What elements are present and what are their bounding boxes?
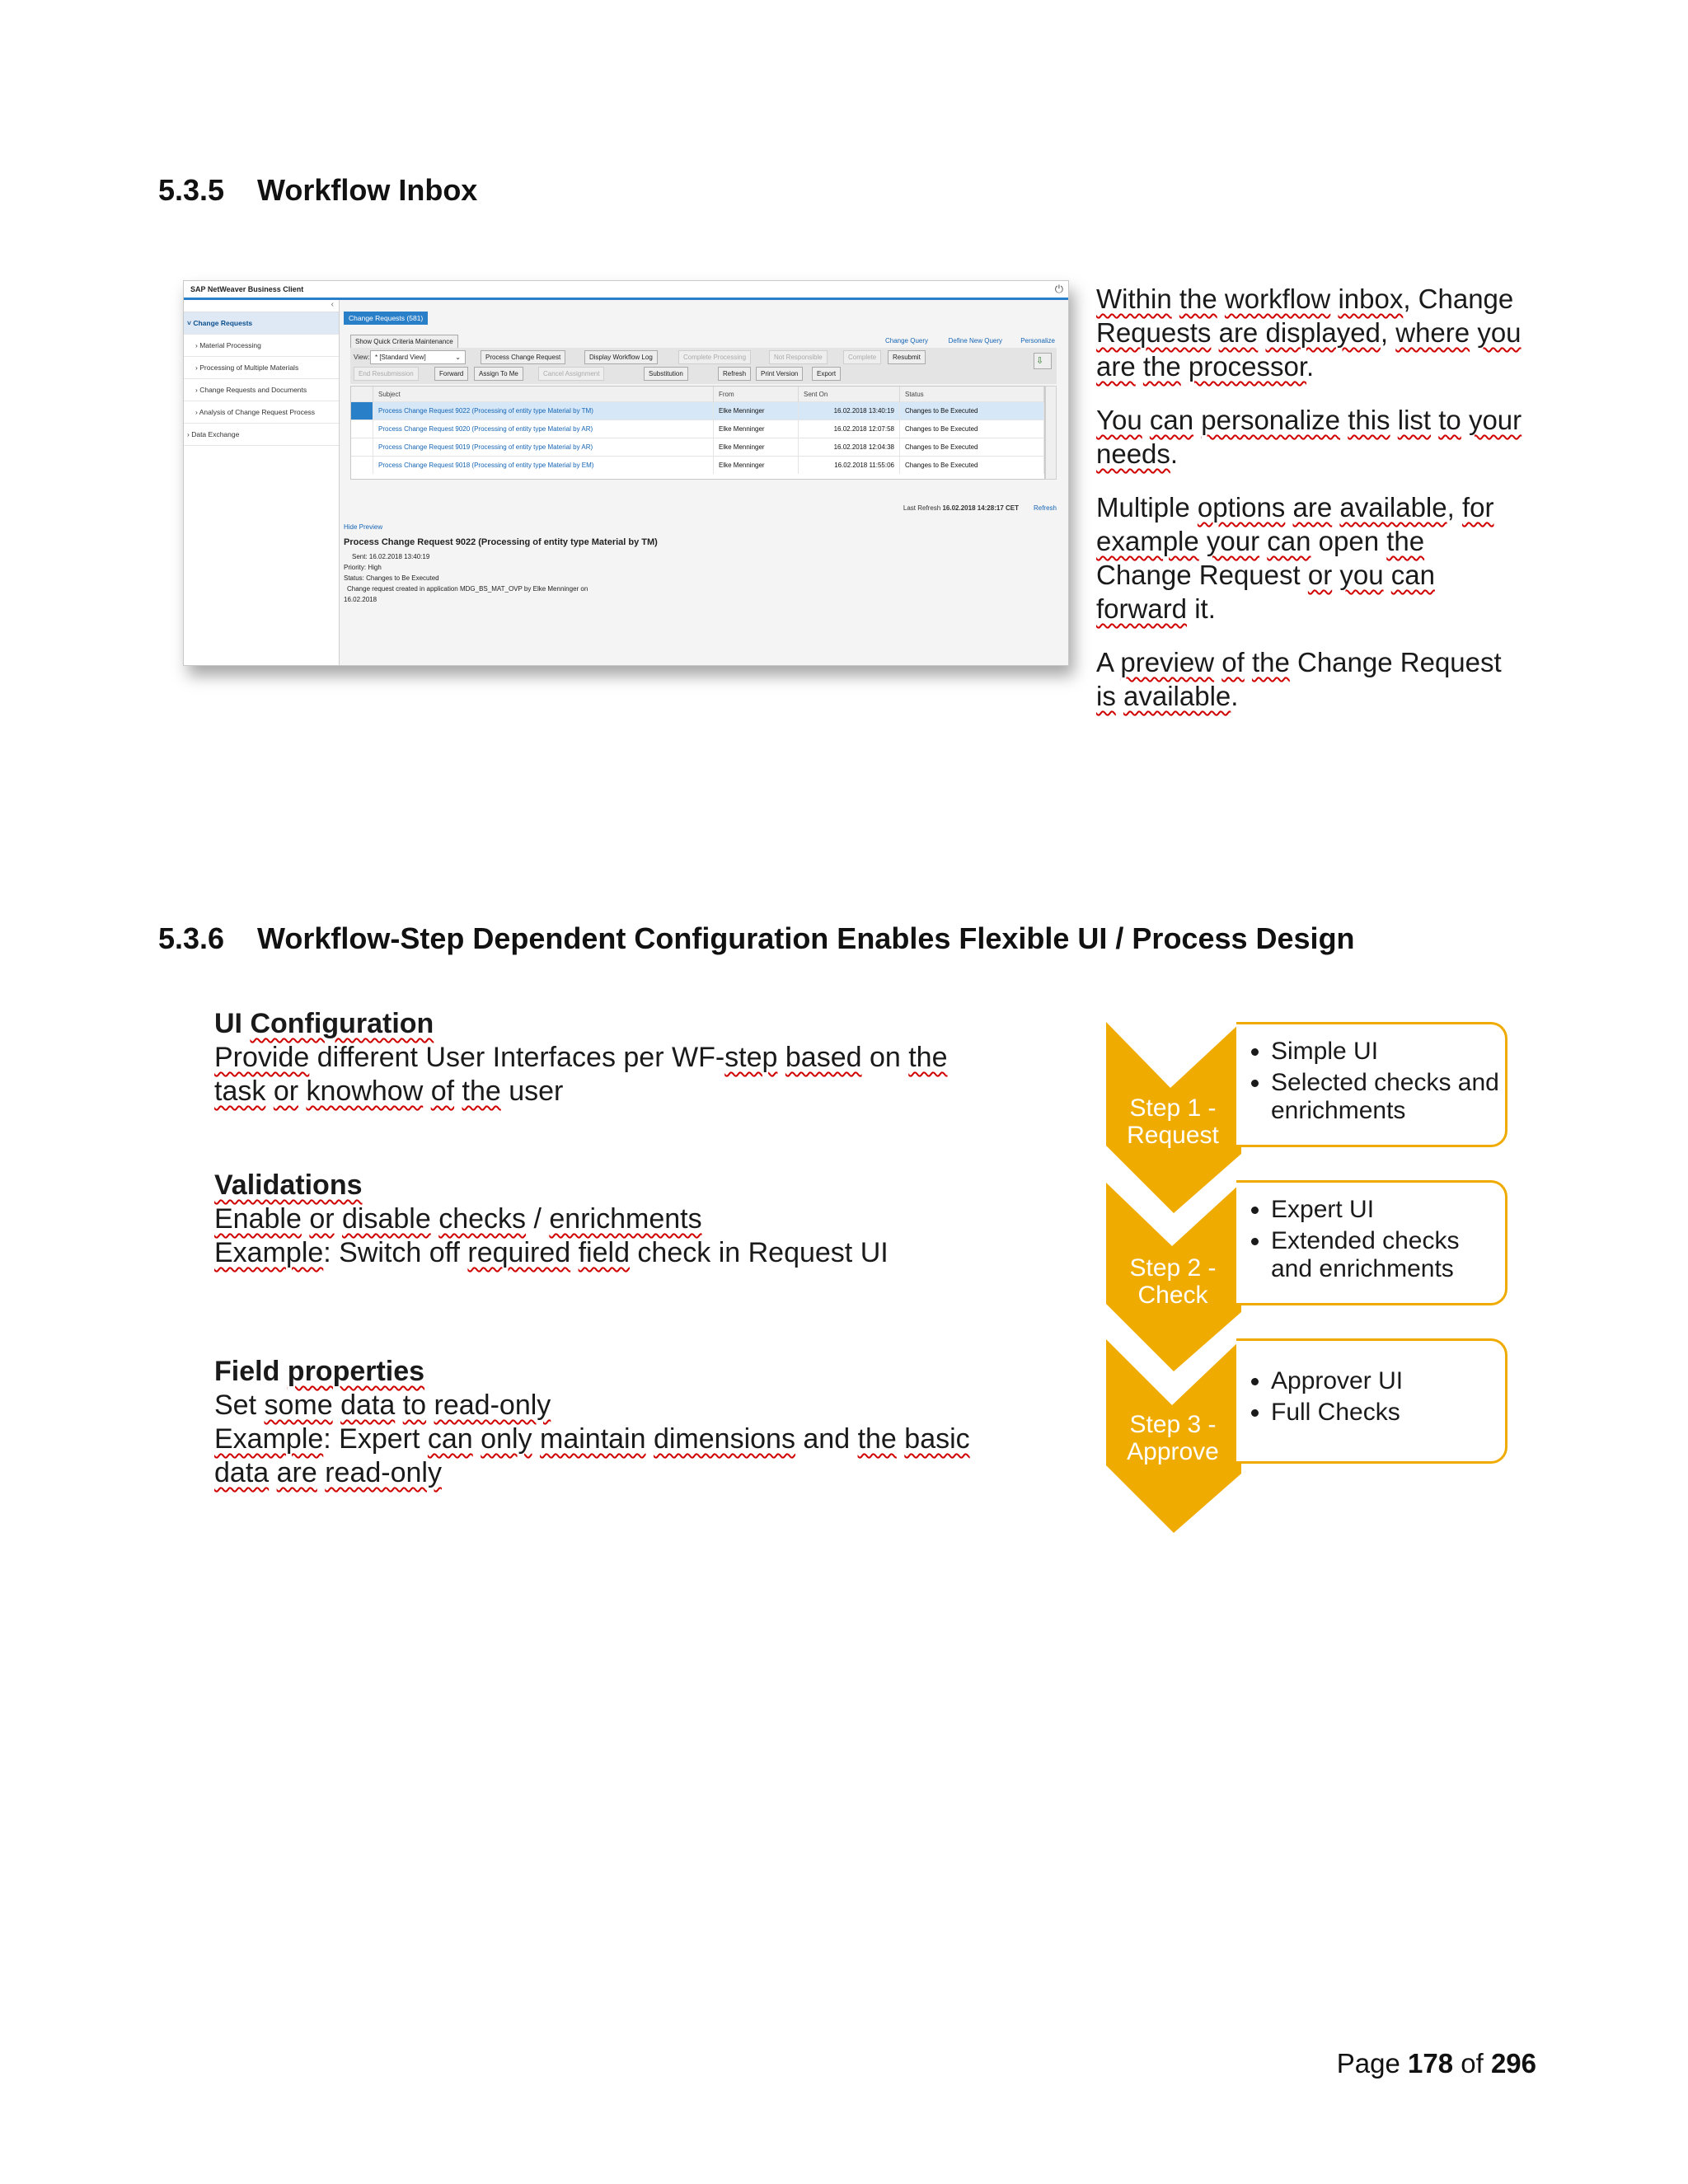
- validations-heading: Validations: [214, 1169, 363, 1201]
- step-bullet: • Full Checks: [1271, 1399, 1505, 1427]
- display-workflow-log-button[interactable]: Display Workflow Log: [584, 350, 658, 364]
- define-new-query-link[interactable]: Define New Query: [948, 337, 1002, 344]
- page-number: Page 178 of 296: [1336, 2048, 1536, 2079]
- row-selector[interactable]: [351, 402, 373, 420]
- table-row[interactable]: [351, 438, 1044, 457]
- row-selector[interactable]: [351, 457, 373, 475]
- table-scrollbar[interactable]: [1045, 386, 1057, 480]
- collapse-nav-icon[interactable]: ‹: [184, 300, 339, 312]
- step-3-details: [1236, 1338, 1507, 1464]
- step-2-details: [1236, 1180, 1507, 1305]
- end-resubmission-button[interactable]: End Resubmission: [354, 367, 419, 381]
- view-label: View:: [354, 354, 370, 361]
- not-responsible-button[interactable]: Not Responsible: [769, 350, 828, 364]
- window-title: SAP NetWeaver Business Client: [190, 285, 304, 293]
- preview-panel: [344, 537, 658, 605]
- ui-configuration-text: Provide different User Interfaces per WF-step based on the task or knowhow of the user: [214, 1042, 948, 1107]
- export-button[interactable]: Export: [812, 367, 841, 381]
- power-icon[interactable]: ⏻: [1054, 283, 1063, 295]
- change-request-table: [350, 386, 1045, 480]
- window-titlebar: [184, 281, 1068, 300]
- step-bullet: • Approver UI: [1271, 1367, 1505, 1395]
- hide-preview-link[interactable]: Hide Preview: [344, 523, 383, 531]
- nav-item-change-requests[interactable]: ˅ Change Requests: [184, 312, 339, 335]
- row-sent-on: 16.02.2018 11:55:06: [799, 457, 900, 475]
- preview-date: 16.02.2018: [344, 596, 377, 603]
- row-from: Elke Menninger: [714, 402, 799, 420]
- row-status: Changes to Be Executed: [900, 402, 1044, 420]
- ui-configuration-block: [214, 1007, 1039, 1108]
- step-bullet: • Extended checks and enrichments: [1271, 1227, 1505, 1283]
- preview-priority: Priority: High: [344, 564, 382, 571]
- description-paragraph-3: Multiple options are available, for example your can open the Change Request or you can forward it.: [1096, 492, 1494, 624]
- column-header-status[interactable]: Status: [900, 387, 1044, 402]
- quick-criteria-button[interactable]: Show Quick Criteria Maintenance: [350, 335, 458, 349]
- section-number: 5.3.6: [158, 921, 225, 955]
- row-status: Changes to Be Executed: [900, 457, 1044, 475]
- cancel-assignment-button[interactable]: Cancel Assignment: [538, 367, 604, 381]
- change-query-link[interactable]: Change Query: [884, 337, 928, 344]
- process-change-request-button[interactable]: Process Change Request: [481, 350, 565, 364]
- preview-status: Status: Changes to Be Executed: [344, 574, 439, 582]
- preview-title: Process Change Request 9022 (Processing of entity type Material by TM): [344, 537, 658, 547]
- row-from: Elke Menninger: [714, 420, 799, 438]
- step-3-label: Step 3 - Approve: [1127, 1411, 1219, 1465]
- preview-text: Change request created in application MDG_BS_MAT_OVP by Elke Menninger on: [347, 585, 588, 593]
- section-number: 5.3.5: [158, 173, 225, 207]
- substitution-button[interactable]: Substitution: [644, 367, 688, 381]
- inbox-description: [1096, 282, 1525, 733]
- step-1-label: Step 1 - Request: [1127, 1094, 1219, 1149]
- refresh-link[interactable]: Refresh: [1033, 504, 1057, 512]
- main-area: [340, 300, 1068, 665]
- field-properties-block: [214, 1355, 1039, 1490]
- row-subject-link[interactable]: Process Change Request 9019 (Processing of entity type Material by AR): [373, 438, 714, 457]
- nav-item-multiple-materials[interactable]: › Processing of Multiple Materials: [184, 357, 339, 379]
- table-row[interactable]: [351, 402, 1044, 420]
- assign-to-me-button[interactable]: Assign To Me: [474, 367, 523, 381]
- print-version-button[interactable]: Print Version: [756, 367, 803, 381]
- personalize-link[interactable]: Personalize: [1020, 337, 1055, 344]
- table-row[interactable]: [351, 420, 1044, 438]
- chevron-down-icon: ⌄: [455, 354, 461, 361]
- validations-text-2: Example: Switch off required field check in Request UI: [214, 1237, 889, 1268]
- row-selector[interactable]: [351, 438, 373, 457]
- row-sent-on: 16.02.2018 12:04:38: [799, 438, 900, 457]
- step-bullet: • Expert UI: [1271, 1196, 1505, 1224]
- row-from: Elke Menninger: [714, 457, 799, 475]
- field-properties-heading: Field properties: [214, 1356, 425, 1387]
- field-properties-text-3: data are read-only: [214, 1457, 442, 1488]
- section-title: Workflow-Step Dependent Configuration Enables Flexible UI / Process Design: [257, 921, 1355, 955]
- column-header-sent-on[interactable]: Sent On: [799, 387, 900, 402]
- table-header-row: [351, 387, 1044, 402]
- nav-item-analysis[interactable]: › Analysis of Change Request Process: [184, 401, 339, 424]
- nav-item-change-requests-documents[interactable]: › Change Requests and Documents: [184, 379, 339, 401]
- validations-block: [214, 1169, 1039, 1270]
- ui-configuration-heading: UI Configuration: [214, 1008, 434, 1039]
- row-subject-link[interactable]: Process Change Request 9018 (Processing of entity type Material by EM): [373, 457, 714, 475]
- navigation-panel: [184, 300, 340, 665]
- description-paragraph-2: You can personalize this list to your needs.: [1096, 405, 1522, 469]
- step-bullet: • Simple UI: [1271, 1038, 1505, 1066]
- nav-item-data-exchange[interactable]: › Data Exchange: [184, 424, 339, 446]
- complete-button[interactable]: Complete: [843, 350, 881, 364]
- row-subject-link[interactable]: Process Change Request 9022 (Processing of entity type Material by TM): [373, 402, 714, 420]
- refresh-button[interactable]: Refresh: [718, 367, 751, 381]
- row-status: Changes to Be Executed: [900, 420, 1044, 438]
- field-properties-text-2: Example: Expert can only maintain dimensions and the basic: [214, 1423, 970, 1455]
- resubmit-button[interactable]: Resubmit: [888, 350, 926, 364]
- view-select[interactable]: * [Standard View] ⌄: [370, 350, 466, 364]
- row-selector[interactable]: [351, 420, 373, 438]
- export-settings-icon[interactable]: ⇩: [1034, 353, 1052, 369]
- row-subject-link[interactable]: Process Change Request 9020 (Processing of entity type Material by AR): [373, 420, 714, 438]
- tab-change-requests[interactable]: Change Requests (581): [344, 312, 428, 325]
- section-title: Workflow Inbox: [257, 173, 478, 207]
- last-refresh: Last Refresh 16.02.2018 14:28:17 CET: [903, 504, 1019, 512]
- description-paragraph-1: Within the workflow inbox, Change Requests are displayed, where you are the processor.: [1096, 284, 1522, 382]
- nav-item-material-processing[interactable]: › Material Processing: [184, 335, 339, 357]
- row-status: Changes to Be Executed: [900, 438, 1044, 457]
- table-row[interactable]: [351, 457, 1044, 475]
- step-bullet: • Selected checks and enrichments: [1271, 1069, 1505, 1125]
- preview-sent: Sent: 16.02.2018 13:40:19: [352, 553, 430, 560]
- row-sent-on: 16.02.2018 12:07:58: [799, 420, 900, 438]
- complete-processing-button[interactable]: Complete Processing: [678, 350, 751, 364]
- step-2-label: Step 2 - Check: [1129, 1254, 1217, 1309]
- toolbar: [350, 348, 1057, 384]
- select-column-header: [351, 387, 373, 402]
- section-heading-configuration: [158, 921, 1576, 956]
- row-sent-on: 16.02.2018 13:40:19: [799, 402, 900, 420]
- description-paragraph-4: A preview of the Change Request is available.: [1096, 647, 1502, 711]
- forward-button[interactable]: Forward: [434, 367, 468, 381]
- step-1-details: [1236, 1022, 1507, 1147]
- row-from: Elke Menninger: [714, 438, 799, 457]
- column-header-subject[interactable]: Subject: [373, 387, 714, 402]
- field-properties-text-1: Set some data to read-only: [214, 1390, 551, 1421]
- section-heading-workflow-inbox: [158, 173, 477, 208]
- validations-text-1: Enable or disable checks / enrichments: [214, 1203, 702, 1235]
- workflow-inbox-screenshot: [183, 280, 1069, 666]
- column-header-from[interactable]: From: [714, 387, 799, 402]
